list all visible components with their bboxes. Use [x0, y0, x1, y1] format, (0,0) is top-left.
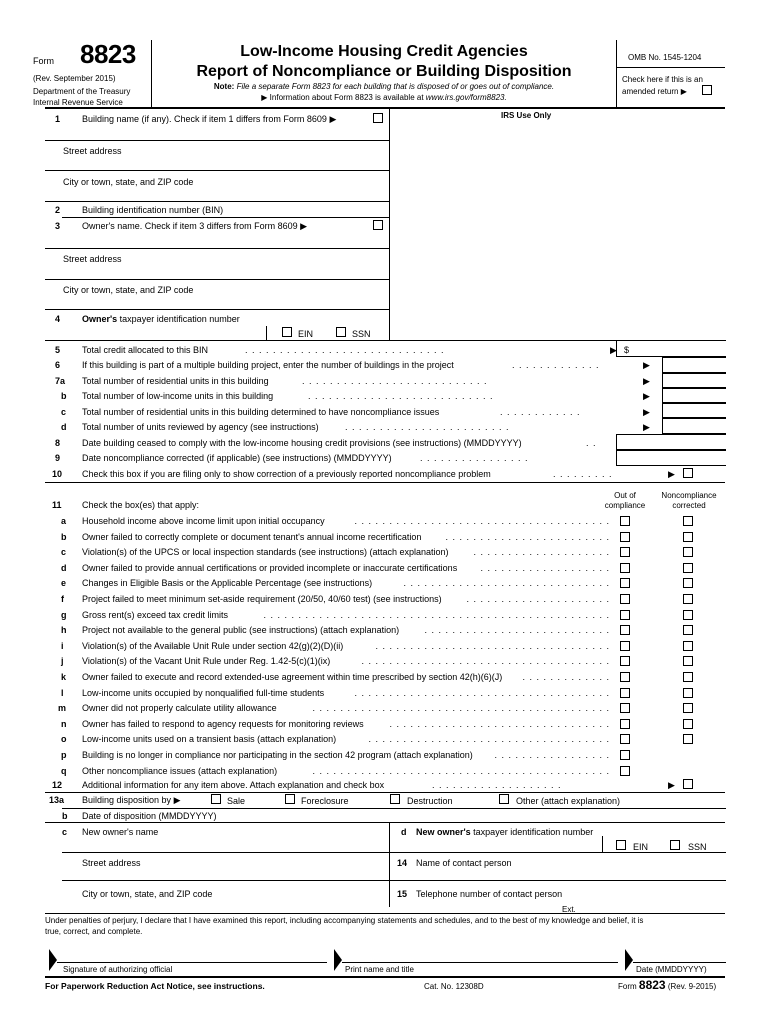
leader-dots: . . . . . . . . . . . . . . . . . . . . . . . . . . . . . . . . . . . . . . . . . . . . . . . . . . [263, 610, 610, 620]
leader-dots: . . . . . . . . . . . . . . . . . . . [480, 563, 610, 573]
line-7c-number: c [61, 407, 67, 417]
ein-checkbox[interactable] [282, 327, 292, 337]
leader-dots: . . . . . . . . . . . . . . . . . . . . . [466, 594, 610, 604]
line-8-label: Date building ceased to comply with the low-income housing credit provisions (see instructions) (MMDDYYYY) [82, 438, 522, 448]
line-3-street-label: Street address [63, 254, 122, 264]
line-6-label: If this building is part of a multiple building project, enter the number of buildings in the project [82, 360, 454, 370]
leader-dots: . . . . . . . . . . . . . . . . . . . . . . . . . . . . . . . . . . . [368, 734, 610, 744]
line-11o-corrected-checkbox[interactable] [683, 734, 693, 744]
line-1-label: Building name (if any). Check if item 1 differs from Form 8609 ▶ [82, 114, 337, 124]
agency: Internal Revenue Service [33, 98, 123, 107]
line-6-number: 6 [55, 360, 61, 370]
department: Department of the Treasury [33, 87, 131, 96]
line-11b-corrected-checkbox[interactable] [683, 532, 693, 542]
line-7b-label: Total number of low-income units in this building [82, 391, 274, 401]
line-15-number: 15 [397, 889, 408, 899]
line-11g-out-of-compliance-checkbox[interactable] [620, 610, 630, 620]
line-11q-out-of-compliance-checkbox[interactable] [620, 766, 630, 776]
line-7a-field[interactable] [662, 373, 726, 388]
col-out-of-compliance: Out of compliance [604, 491, 646, 510]
line-13b-label: Date of disposition (MMDDYYYY) [82, 811, 217, 821]
line-12-number: 12 [52, 780, 63, 790]
line-11-item-label: Owner failed to execute and record extended-use agreement within time prescribed by section 42(h)(6)(J) [82, 672, 503, 682]
line-11-item-letter: i [61, 641, 64, 651]
line-9-label: Date noncompliance corrected (if applicable) (see instructions) (MMDDYYYY) [82, 453, 392, 463]
leader-dots: . . . . . . . . . . . . . . . . . . . . . . . . . . . [424, 625, 610, 635]
line-11-item-label: Household income above income limit upon initial occupancy [82, 516, 325, 526]
other-disposition-label: Other (attach explanation) [516, 796, 621, 806]
line-5-field[interactable] [616, 340, 726, 357]
line-11-item-letter: e [61, 578, 67, 588]
irs-use-only: IRS Use Only [501, 111, 552, 120]
line-11-item-letter: m [58, 703, 67, 713]
new-owner-ein-label: EIN [633, 842, 649, 852]
line-11m-corrected-checkbox[interactable] [683, 703, 693, 713]
line-6-field[interactable] [662, 357, 726, 373]
form-url[interactable]: www.irs.gov/form8823. [425, 93, 507, 102]
line-11-item-letter: p [61, 750, 67, 760]
ext-label: Ext. [562, 905, 576, 914]
line-11b-out-of-compliance-checkbox[interactable] [620, 532, 630, 542]
form-title-1: Low-Income Housing Credit Agencies [240, 43, 528, 60]
foreclosure-checkbox[interactable] [285, 794, 295, 804]
new-owner-ein-checkbox[interactable] [616, 840, 626, 850]
new-owner-city-label: City or town, state, and ZIP code [82, 889, 213, 899]
line-13d-number: d [401, 827, 407, 837]
line-11e-corrected-checkbox[interactable] [683, 578, 693, 588]
signature-label: Signature of authorizing official [63, 965, 173, 974]
line-11h-corrected-checkbox[interactable] [683, 625, 693, 635]
leader-dots: . . . . . . . . . . . . . . . . . . . . . . . . . . . . . . . . [389, 719, 610, 729]
omb-number: OMB No. 1545-1204 [628, 53, 702, 62]
line-11-number: 11 [52, 500, 62, 510]
line-2-number: 2 [55, 205, 61, 215]
line-11i-out-of-compliance-checkbox[interactable] [620, 641, 630, 651]
line-7b-number: b [61, 391, 67, 401]
leader-dots: . . . . . . . . . . . . . [522, 672, 610, 682]
line-11-item-label: Owner has failed to respond to agency requests for monitoring reviews [82, 719, 364, 729]
line-11-item-letter: n [61, 719, 67, 729]
line-1-checkbox[interactable] [373, 113, 383, 123]
line-11k-out-of-compliance-checkbox[interactable] [620, 672, 630, 682]
sign-arrow-1 [49, 949, 59, 971]
line-11-item-label: Violation(s) of the Available Unit Rule under section 42(g)(2)(D)(ii) [82, 641, 344, 651]
line-11a-corrected-checkbox[interactable] [683, 516, 693, 526]
note: Note: File a separate Form 8823 for each building that is disposed of or goes out of compliance. [213, 82, 555, 91]
ein-label: EIN [298, 329, 314, 339]
line-14-number: 14 [397, 858, 408, 868]
penalty-statement-1: Under penalties of perjury, I declare that I have examined this report, including accompanying statements and schedules, and to the best of my knowledge and belief, it is [45, 916, 644, 925]
line-1-city-label: City or town, state, and ZIP code [63, 177, 194, 187]
line-11h-out-of-compliance-checkbox[interactable] [620, 625, 630, 635]
line-3-number: 3 [55, 221, 61, 231]
line-4-number: 4 [55, 314, 61, 324]
line-11c-out-of-compliance-checkbox[interactable] [620, 547, 630, 557]
line-11l-corrected-checkbox[interactable] [683, 688, 693, 698]
line-13d-label: New owner's taxpayer identification number [416, 827, 594, 837]
line-11j-out-of-compliance-checkbox[interactable] [620, 656, 630, 666]
destruction-checkbox[interactable] [390, 794, 400, 804]
leader-dots: . . . . . . . . . . . . . . . . . . . . [473, 547, 610, 557]
line-3-checkbox[interactable] [373, 220, 383, 230]
amended-return-checkbox[interactable] [702, 85, 712, 95]
line-11f-out-of-compliance-checkbox[interactable] [620, 594, 630, 604]
line-11-item-letter: o [61, 734, 67, 744]
line-8-number: 8 [55, 438, 61, 448]
line-11o-out-of-compliance-checkbox[interactable] [620, 734, 630, 744]
leader-dots: . . . . . . . . . . . . . . . . . . . . . . . . . . . . . . [403, 578, 610, 588]
line-13a-label: Building disposition by ▶ [82, 795, 181, 805]
new-owner-street-label: Street address [82, 858, 141, 868]
line-11j-corrected-checkbox[interactable] [683, 656, 693, 666]
line-7c-label: Total number of residential units in this building determined to have noncompliance issues [82, 407, 440, 417]
line-8-field[interactable] [616, 434, 726, 450]
line-11p-out-of-compliance-checkbox[interactable] [620, 750, 630, 760]
leader-dots: . . . . . . . . . . . . . . . . . . . . . . . . . . . . . . . . . . [375, 641, 610, 651]
line-11-item-label: Changes in Eligible Basis or the Applicable Percentage (see instructions) [82, 578, 373, 588]
line-11-item-letter: k [61, 672, 67, 682]
paperwork-notice: For Paperwork Reduction Act Notice, see instructions. [45, 981, 265, 991]
line-11-item-label: Other noncompliance issues (attach explanation) [82, 766, 278, 776]
line-11-item-letter: h [61, 625, 67, 635]
line-10-checkbox[interactable] [683, 468, 693, 478]
amended-label-1: Check here if this is an [622, 75, 703, 84]
leader-dots: . . . . . . . . . . . . . . . . . . . . . . . . . . . . . . . . . . . . . . . . . . . [312, 766, 610, 776]
line-7d-field[interactable] [662, 418, 726, 434]
line-11-item-letter: q [61, 766, 67, 776]
line-11i-corrected-checkbox[interactable] [683, 641, 693, 651]
line-1-number: 1 [55, 114, 61, 124]
ssn-label: SSN [352, 329, 371, 339]
form-label: Form [33, 56, 54, 66]
new-owner-ssn-checkbox[interactable] [670, 840, 680, 850]
cat-number: Cat. No. 12308D [424, 982, 484, 991]
line-11-item-label: Project failed to meet minimum set-aside requirement (20/50, 40/60 test) (see instructions) [82, 594, 442, 604]
form-number: 8823 [80, 39, 136, 69]
col-noncompliance-corrected: Noncompliance corrected [661, 491, 717, 510]
line-11m-out-of-compliance-checkbox[interactable] [620, 703, 630, 713]
line-9-number: 9 [55, 453, 61, 463]
line-11-item-letter: d [61, 563, 67, 573]
leader-dots: . . . . . . . . . . . . . . . . . . . . . . . . [445, 532, 610, 542]
line-7d-label: Total number of units reviewed by agency (see instructions) [82, 422, 319, 432]
line-11l-out-of-compliance-checkbox[interactable] [620, 688, 630, 698]
line-11-item-label: Low-income units occupied by nonqualified full-time students [82, 688, 325, 698]
penalty-statement-2: true, correct, and complete. [45, 927, 143, 936]
line-11a-out-of-compliance-checkbox[interactable] [620, 516, 630, 526]
line-11-item-letter: j [61, 656, 64, 666]
destruction-label: Destruction [407, 796, 453, 806]
line-13b-number: b [62, 811, 68, 821]
line-1-street-label: Street address [63, 146, 122, 156]
revision-date: (Rev. September 2015) [33, 74, 116, 83]
form-title-2: Report of Noncompliance or Building Disposition [196, 63, 572, 80]
line-11-item-label: Owner failed to provide annual certifications or provided incomplete or inaccurate certifications [82, 563, 458, 573]
line-15-label: Telephone number of contact person [416, 889, 563, 899]
line-11-item-letter: l [61, 688, 64, 698]
line-13c-number: c [62, 827, 68, 837]
line-11-item-label: Owner failed to correctly complete or document tenant's annual income recertification [82, 532, 422, 542]
line-11g-corrected-checkbox[interactable] [683, 610, 693, 620]
line-7b-field[interactable] [662, 388, 726, 403]
line-11-item-letter: f [61, 594, 64, 604]
sign-arrow-3 [625, 949, 635, 971]
foreclosure-label: Foreclosure [301, 796, 349, 806]
info-line: ▶ Information about Form 8823 is available at www.irs.gov/form8823. [261, 93, 507, 102]
line-11-item-label: Building is no longer in compliance nor participating in the section 42 program (attach explanation) [82, 750, 473, 760]
line-11-item-label: Gross rent(s) exceed tax credit limits [82, 610, 229, 620]
line-11-item-letter: b [61, 532, 67, 542]
leader-dots: . . . . . . . . . . . . . . . . . [494, 750, 610, 760]
line-3-city-label: City or town, state, and ZIP code [63, 285, 194, 295]
sign-arrow-2 [334, 949, 344, 971]
line-14-label: Name of contact person [416, 858, 512, 868]
ssn-checkbox[interactable] [336, 327, 346, 337]
line-7a-number: 7a [55, 376, 66, 386]
line-7c-field[interactable] [662, 403, 726, 418]
line-11-label: Check the box(es) that apply: [82, 500, 200, 510]
date-label: Date (MMDDYYYY) [636, 965, 707, 974]
line-5-label: Total credit allocated to this BIN [82, 345, 209, 355]
line-13a-number: 13a [49, 795, 65, 805]
line-11d-corrected-checkbox[interactable] [683, 563, 693, 573]
print-name-label: Print name and title [345, 965, 414, 974]
line-11-item-label: Violation(s) of the Vacant Unit Rule under Reg. 1.42-5(c)(1)(ix) [82, 656, 331, 666]
line-11-item-letter: c [61, 547, 67, 557]
leader-dots: . . . . . . . . . . . . . . . . . . . . . . . . . . . . . . . . . . . . . . . . . . . [312, 703, 610, 713]
line-3-label: Owner's name. Check if item 3 differs from Form 8609 ▶ [82, 221, 308, 231]
new-owner-ssn-label: SSN [688, 842, 707, 852]
line-12-label: Additional information for any item above. Attach explanation and check box [82, 780, 385, 790]
line-11-item-label: Project not available to the general public (see instructions) (attach explanation) [82, 625, 400, 635]
line-7a-label: Total number of residential units in this building [82, 376, 269, 386]
line-10-label: Check this box if you are filing only to show correction of a previously reported noncompliance problem [82, 469, 491, 479]
line-11d-out-of-compliance-checkbox[interactable] [620, 563, 630, 573]
line-11c-corrected-checkbox[interactable] [683, 547, 693, 557]
line-11-item-letter: a [61, 516, 67, 526]
leader-dots: . . . . . . . . . . . . . . . . . . . . . . . . . . . . . . . . . . . . [361, 656, 610, 666]
line-12-checkbox[interactable] [683, 779, 693, 789]
line-10-number: 10 [52, 469, 63, 479]
footer-form-id: Form 8823 (Rev. 9-2015) [618, 978, 717, 992]
line-5-number: 5 [55, 345, 61, 355]
line-11k-corrected-checkbox[interactable] [683, 672, 693, 682]
sale-label: Sale [227, 796, 246, 806]
line-11-item-letter: g [61, 610, 67, 620]
line-11f-corrected-checkbox[interactable] [683, 594, 693, 604]
line-11n-out-of-compliance-checkbox[interactable] [620, 719, 630, 729]
line-11n-corrected-checkbox[interactable] [683, 719, 693, 729]
line-11-item-label: Owner did not properly calculate utility allowance [82, 703, 277, 713]
line-11-item-label: Low-income units used on a transient basis (attach explanation) [82, 734, 337, 744]
line-4-label: Owner's taxpayer identification number [82, 314, 240, 324]
line-11-item-label: Violation(s) of the UPCS or local inspection standards (see instructions) (attach explanation) [82, 547, 449, 557]
line-13c-label: New owner's name [82, 827, 159, 837]
leader-dots: . . . . . . . . . . . . . . . . . . . . . . . . . . . . . . . . . . . . . [354, 516, 610, 526]
line-9-field[interactable] [616, 450, 726, 466]
line-7d-number: d [61, 422, 67, 432]
line-11e-out-of-compliance-checkbox[interactable] [620, 578, 630, 588]
sale-checkbox[interactable] [211, 794, 221, 804]
leader-dots: . . . . . . . . . . . . . . . . . . . . . . . . . . . . . . . . . . . . . [354, 688, 610, 698]
line-2-label: Building identification number (BIN) [82, 205, 224, 215]
amended-label-2: amended return ▶ [622, 87, 687, 96]
other-disposition-checkbox[interactable] [499, 794, 509, 804]
line-5-dollar: $ [624, 345, 630, 355]
